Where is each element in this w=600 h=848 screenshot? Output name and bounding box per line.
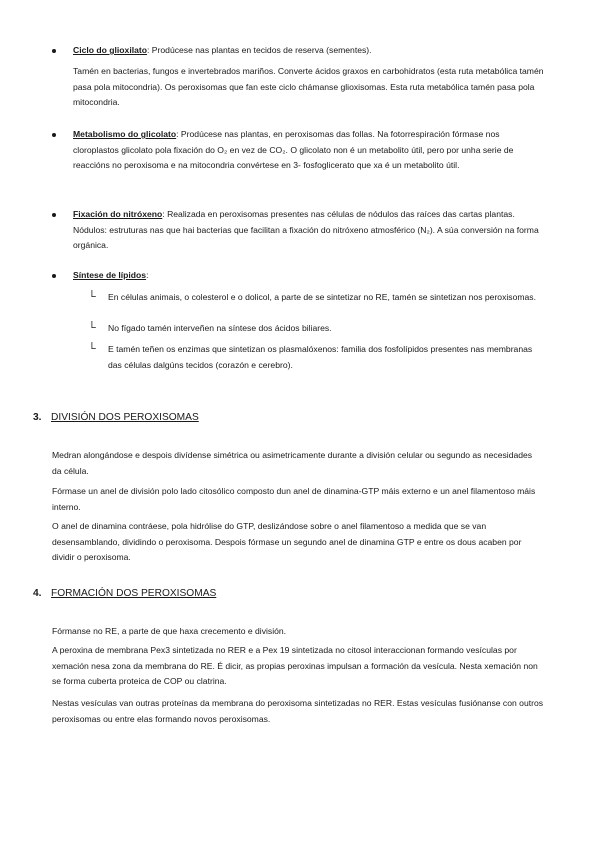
section-heading-division — [33, 411, 199, 425]
sub-item-text: En células animais, o colesterol e o dolicol, a parte de se sintetizar no RE, tamén se sintetizan nos peroxisomas. — [108, 292, 536, 302]
paragraph: Medran alongándose e despois divídense simétrica ou asimetricamente durante a división celular ou segundo as necesidades da célula. — [52, 450, 533, 476]
sub-item — [88, 321, 544, 337]
paragraph: Fórmase un anel de división polo lado citosólico composto dun anel de dinamina-GTP máis externo e un anel filamentoso máis interno. — [52, 486, 536, 512]
bullet-lipid-synthesis — [52, 268, 544, 284]
bullet-glyoxylate-cycle — [52, 43, 544, 59]
paragraph: A peroxina de membrana Pex3 sintetizada no RER e a Pex 19 sintetizada no citosol interaccionan formando vesículas por xemación nesa zona da membrana do RE. É dicir, as propias peroxinas impulsan a formación da vesícula. Nesta xemación non se forma cuberta proteica de COP ou clatrina. — [52, 645, 538, 686]
paragraph: Nestas vesículas van outras proteínas da membrana do peroxisoma sintetizadas no RER. Estas vesículas fusiónanse con outros peroxisomas ou entre elas formando novos peroxisomas. — [52, 698, 544, 724]
paragraph: Fórmanse no RE, a parte de que haxa crecemento e división. — [52, 626, 287, 636]
bullet-glycolate-metabolism — [52, 127, 544, 174]
section-title: FORMACIÓN DOS PEROXISOMAS — [51, 588, 217, 599]
section-heading-formation — [33, 587, 216, 601]
section-title: DIVISIÓN DOS PEROXISOMAS — [51, 412, 199, 423]
bullet-text: : Realizada en peroxisomas presentes nas células de nódulos das raíces das cartas plantas. Nódulos: estruturas nas que hai bacterias que facilitan a fixación do nitróxeno atmosférico (N₂). A súa conversión na forma orgánica. — [73, 209, 539, 250]
bullet-dot-icon — [52, 133, 56, 137]
bullet-nitrogen-fixation — [52, 207, 544, 254]
corner-arrow-icon: └ — [88, 291, 96, 303]
term-lipid-synthesis: Síntese de lípidos — [73, 270, 147, 280]
bullet-text: : Prodúcese nas plantas, en peroxisomas das follas. Na fotorrespiración fórmase nos cloroplastos glicolato pola fixación do O₂ en vez de CO₂. O glicolato non é un metabolito útil, pero por unha serie de reaccións no peroxisoma e na mitocondria convértese en 3- fosfoglicerato que xa é un metabolito útil. — [73, 129, 514, 170]
sub-item-text: E tamén teñen os enzimas que sintetizan os plasmalóxenos: familia dos fosfolípidos presentes nas membranas das células dalgúns tecidos (corazón e cerebro). — [108, 344, 533, 370]
corner-arrow-icon: └ — [88, 322, 96, 334]
corner-arrow-icon: └ — [88, 343, 96, 355]
term-glyoxylate-cycle: Ciclo do glioxilato — [73, 45, 148, 55]
glyoxylate-continuation: Tamén en bacterias, fungos e invertebrados mariños. Converte ácidos graxos en carbohidratos (esta ruta metabólica tamén pasa pola mitocondria). Os peroxisomas que fan este ciclo chámanse glioxisomas. Esta ruta metabólica tamén pasa pola mitocondria. — [73, 66, 544, 107]
term-nitrogen-fixation: Fixación do nitróxeno — [73, 209, 163, 219]
bullet-dot-icon — [52, 213, 56, 217]
paragraph: O anel de dinamina contráese, pola hidrólise do GTP, deslizándose sobre o anel filamentoso a medida que se van desensamblando, dividindo o peroxisoma. Despois fórmase un segundo anel de dinamina GTP e entre os dous acaben por dividir o peroxisoma. — [52, 521, 522, 562]
bullet-dot-icon — [52, 49, 56, 53]
sub-item-text: No fígado tamén interveñen na síntese dos ácidos biliares. — [108, 323, 332, 333]
term-glycolate-metabolism: Metabolismo do glicolato — [73, 129, 177, 139]
bullet-text: : — [146, 270, 149, 280]
section-number: 4. — [33, 588, 42, 599]
section-number: 3. — [33, 412, 42, 423]
bullet-text: : Prodúcese nas plantas en tecidos de reserva (sementes). — [147, 45, 372, 55]
sub-item — [88, 290, 544, 306]
sub-item — [88, 342, 544, 373]
bullet-dot-icon — [52, 274, 56, 278]
